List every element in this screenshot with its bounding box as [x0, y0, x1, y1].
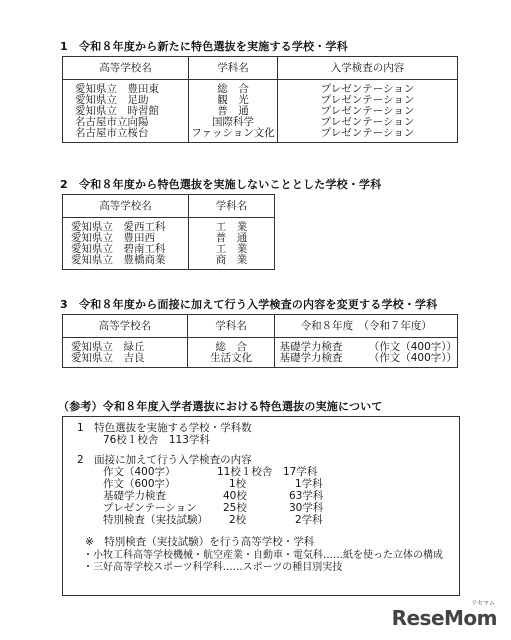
department-name: 観 光 [217, 94, 249, 106]
school-name: 愛知県立 緑丘 [71, 341, 145, 353]
section1-title: 1 令和８年度から新たに特色選抜を実施する学校・学科 [60, 40, 348, 53]
stat-label: 作文（600字） [103, 478, 176, 490]
stat-schools: 11校１校舎 [217, 466, 273, 478]
exam-content: プレゼンテーション [320, 105, 415, 117]
exam-content: プレゼンテーション [320, 94, 415, 106]
stat-label: 基礎学力検査 [103, 490, 166, 502]
department-name: 生活文化 [210, 352, 253, 364]
department-column [189, 80, 278, 143]
school-column [63, 80, 189, 143]
exam-change-column [275, 338, 458, 368]
school-name: 愛知県立 愛西工科 [71, 221, 166, 233]
header-school: 高等学校名 [63, 195, 189, 218]
department-name: 国際科学 [212, 116, 254, 128]
stat-departments: 17学科 [283, 466, 318, 478]
school-name: 愛知県立 足助 [75, 94, 149, 106]
school-name: 愛知県立 吉良 [71, 352, 145, 364]
section3-table [62, 314, 458, 368]
note-item: ・三好高等学校スポーツ科学科……スポーツの種目別実技 [83, 562, 343, 573]
department-name: 普 通 [215, 232, 248, 244]
department-column [189, 218, 275, 270]
stat-departments: 1学科 [295, 478, 323, 490]
exam-change: 基礎学力検査 （作文（400字）） [279, 341, 457, 353]
department-column [187, 338, 275, 368]
section2-title: 2 令和８年度から特色選抜を実施しないこととした学校・学科 [60, 178, 382, 191]
exam-content-column [278, 80, 458, 143]
stat-schools: 25校 [223, 502, 247, 514]
stat-schools: 2校 [229, 514, 247, 526]
header-exam-change: 令和８年度 （令和７年度） [275, 315, 458, 338]
table-body-row [63, 338, 458, 368]
item2-title: 2 面接に加えて行う入学検査の内容 [77, 454, 252, 466]
stat-label: 作文（400字） [103, 466, 176, 478]
header-exam-content: 入学検査の内容 [278, 57, 458, 80]
school-name: 愛知県立 豊橋商業 [71, 254, 166, 266]
reference-box [62, 416, 460, 596]
stat-schools: 40校 [223, 490, 247, 502]
header-department: 学科名 [187, 315, 275, 338]
department-name: 総 合 [215, 341, 247, 353]
table-body-row [63, 218, 275, 270]
department-name: 総 合 [217, 83, 249, 95]
table-header-row [63, 195, 275, 218]
item1-title: 1 特色選抜を実施する学校・学科数 [77, 422, 252, 434]
section2-table [62, 194, 275, 270]
stat-label: プレゼンテーション [103, 502, 197, 514]
logo-ruby: リセマム [471, 600, 495, 607]
stat-departments: 2学科 [295, 514, 323, 526]
school-name: 愛知県立 碧南工科 [71, 243, 166, 255]
header-school: 高等学校名 [63, 57, 189, 80]
stat-schools: 1校 [229, 478, 247, 490]
school-column [63, 338, 188, 368]
header-department: 学科名 [189, 57, 278, 80]
table-header-row [63, 57, 458, 80]
stat-departments: 63学科 [289, 490, 324, 502]
department-name: 工 業 [215, 221, 248, 233]
department-name: 工 業 [215, 243, 248, 255]
department-name: 商 業 [215, 254, 248, 266]
department-name: 普 通 [217, 105, 249, 117]
stat-departments: 30学科 [289, 502, 324, 514]
exam-content: プレゼンテーション [320, 83, 415, 95]
note-title: ※ 特別検査（実技試験）を行う高等学校・学科 [85, 536, 315, 548]
exam-content: プレゼンテーション [320, 116, 415, 128]
table-body-row [63, 80, 458, 143]
resemom-logo [391, 600, 497, 630]
header-department: 学科名 [189, 195, 275, 218]
department-name: ファッション文化 [191, 127, 275, 139]
logo-text: ReseMom [391, 606, 497, 630]
header-school: 高等学校名 [63, 315, 188, 338]
note-item: ・小牧工科高等学校機械・航空産業・自動車・電気科……紙を使った立体の構成 [83, 550, 443, 561]
table-header-row [63, 315, 458, 338]
school-name: 愛知県立 時習館 [75, 105, 159, 117]
reference-title: （参考）令和８年度入学者選抜における特色選抜の実施について [58, 400, 383, 413]
school-name: 名古屋市立向陽 [75, 116, 149, 128]
school-column [63, 218, 189, 270]
section3-title: 3 令和８年度から面接に加えて行う入学検査の内容を変更する学校・学科 [60, 298, 438, 311]
school-name: 名古屋市立桜台 [75, 127, 149, 139]
exam-change: 基礎学力検査 （作文（400字）） [279, 352, 457, 364]
item1-value: 76校１校舎 113学科 [103, 434, 210, 446]
exam-content: プレゼンテーション [320, 127, 415, 139]
school-name: 愛知県立 豊田東 [75, 83, 159, 95]
stat-label: 特別検査（実技試験） [103, 514, 208, 526]
school-name: 愛知県立 豊田西 [71, 232, 155, 244]
section1-table [62, 56, 458, 143]
